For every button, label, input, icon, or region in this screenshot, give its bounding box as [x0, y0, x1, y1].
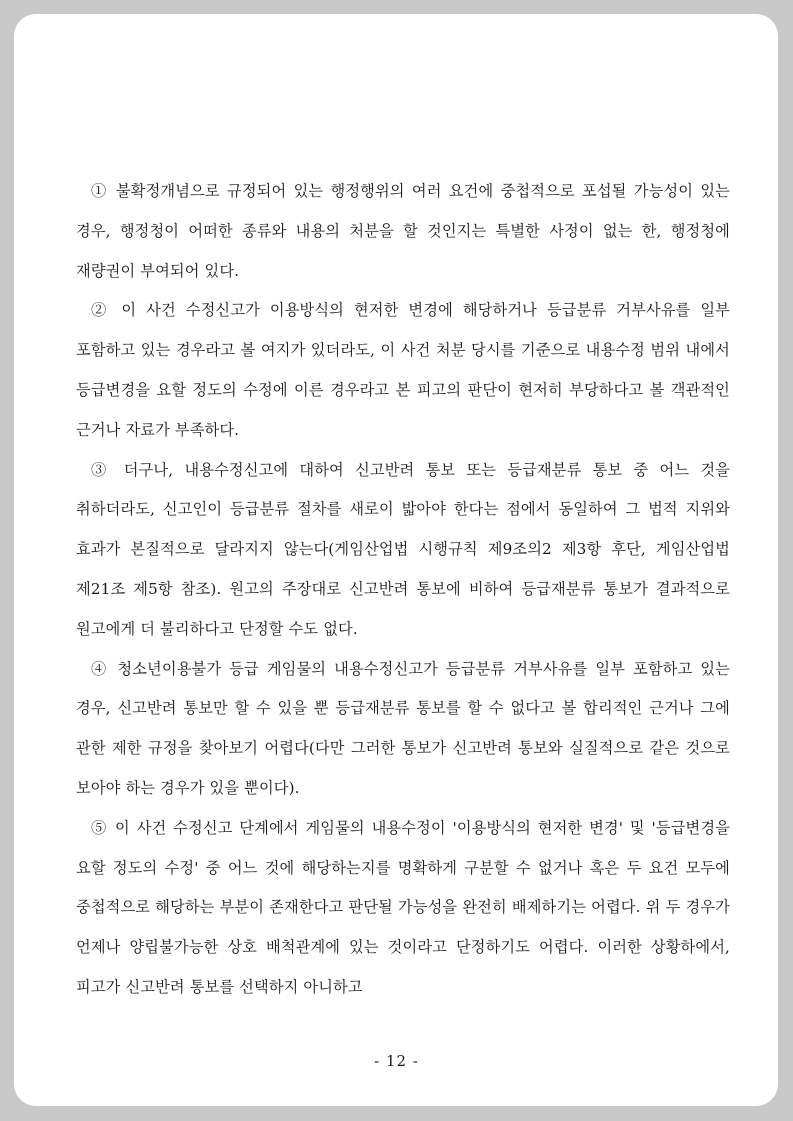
document-body: [76, 172, 730, 1008]
paragraph-4: ④ 청소년이용불가 등급 게임물의 내용수정신고가 등급분류 거부사유를 일부 포함하고 있는 경우, 신고반려 통보만 할 수 있을 뿐 등급재분류 통보를 할 수 없다고 볼 합리적인 근거나 그에 관한 제한 규정을 찾아보기 어렵다(다만 그러한 통보가 신고반려 통보와 실질적으로 같은 것으로 보아야 하는 경우가 있을 뿐이다).: [76, 659, 730, 797]
document-page: [14, 14, 778, 1106]
paragraph-1: ① 불확정개념으로 규정되어 있는 행정행위의 여러 요건에 중첩적으로 포섭될 가능성이 있는 경우, 행정청이 어떠한 종류와 내용의 처분을 할 것인지는 특별한 사정이 없는 한, 행정청에 재량권이 부여되어 있다.: [76, 182, 730, 280]
paragraph-2: ② 이 사건 수정신고가 이용방식의 현저한 변경에 해당하거나 등급분류 거부사유를 일부 포함하고 있는 경우라고 볼 여지가 있더라도, 이 사건 처분 당시를 기준으로 내용수정 범위 내에서 등급변경을 요할 정도의 수정에 이른 경우라고 본 피고의 판단이 현저히 부당하다고 볼 객관적인 근거나 자료가 부족하다.: [76, 301, 730, 439]
page-number: - 12 -: [374, 1052, 419, 1070]
paragraph-3: ③ 더구나, 내용수정신고에 대하여 신고반려 통보 또는 등급재분류 통보 중 어느 것을 취하더라도, 신고인이 등급분류 절차를 새로이 밟아야 한다는 점에서 동일하여 그 법적 지위와 효과가 본질적으로 달라지지 않는다(게임산업법 시행규칙 제9조의2 제3항 후단, 게임산업법 제21조 제5항 참조). 원고의 주장대로 신고반려 통보에 비하여 등급재분류 통보가 결과적으로 원고에게 더 불리하다고 단정할 수도 없다.: [76, 460, 730, 638]
paragraph-5: ⑤ 이 사건 수정신고 단계에서 게임물의 내용수정이 '이용방식의 현저한 변경' 및 '등급변경을 요할 정도의 수정' 중 어느 것에 해당하는지를 명확하게 구분할 수 없거나 혹은 두 요건 모두에 중첩적으로 해당하는 부분이 존재한다고 판단될 가능성을 완전히 배제하기는 어렵다. 위 두 경우가 언제나 양립불가능한 상호 배척관계에 있는 것이라고 단정하기도 어렵다. 이러한 상황하에서, 피고가 신고반려 통보를 선택하지 아니하고: [76, 818, 730, 996]
